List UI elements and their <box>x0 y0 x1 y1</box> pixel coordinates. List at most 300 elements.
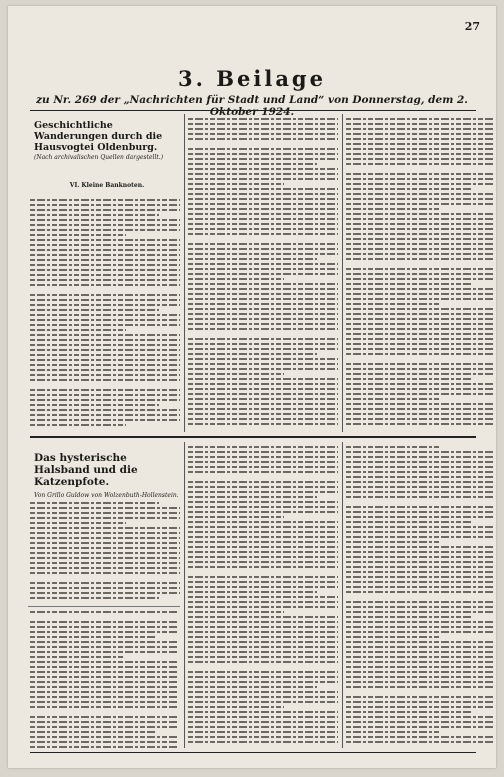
text-line <box>346 636 441 638</box>
text-line <box>30 414 180 416</box>
text-line <box>188 556 338 558</box>
text-line <box>30 636 157 638</box>
text-line <box>188 318 338 320</box>
text-line <box>30 354 180 356</box>
column-divider <box>184 114 185 432</box>
text-line <box>346 606 494 608</box>
text-line <box>30 264 180 266</box>
text-line <box>346 531 494 533</box>
text-line <box>346 516 494 518</box>
text-line <box>30 671 178 673</box>
text-line <box>188 203 338 205</box>
text-line <box>346 343 494 345</box>
text-line <box>346 258 494 260</box>
text-line <box>30 696 178 698</box>
text-line <box>188 158 338 160</box>
text-line <box>346 506 494 508</box>
text-line <box>346 741 494 743</box>
text-line <box>188 178 338 180</box>
text-line <box>30 344 180 346</box>
text-line <box>30 204 180 206</box>
text-line <box>188 461 338 463</box>
text-line <box>346 118 494 120</box>
text-line <box>346 581 494 583</box>
text-line <box>346 511 494 513</box>
text-line <box>30 209 180 211</box>
text-line <box>346 566 494 568</box>
text-line <box>30 721 178 723</box>
text-line <box>188 223 338 225</box>
text-line <box>188 398 338 400</box>
text-line <box>30 731 157 733</box>
text-line <box>30 309 159 311</box>
text-line <box>188 521 338 523</box>
text-line <box>188 691 338 693</box>
text-line <box>30 611 178 613</box>
text-line <box>188 118 338 120</box>
supplement-title: 3. Beilage <box>178 66 326 91</box>
text-line <box>346 348 494 350</box>
text-line <box>346 671 494 673</box>
text-line <box>188 278 284 280</box>
text-line <box>346 481 494 483</box>
text-line <box>30 542 180 544</box>
text-line <box>346 496 494 498</box>
text-line <box>346 526 494 528</box>
text-line <box>30 537 180 539</box>
text-line <box>346 731 441 733</box>
text-line <box>30 294 180 296</box>
article-section-heading: VI. Kleine Banknoten. <box>69 182 145 189</box>
text-line <box>188 716 338 718</box>
text-line <box>188 676 338 678</box>
text-line <box>346 193 494 195</box>
text-line <box>30 686 178 688</box>
text-line <box>346 418 494 420</box>
text-line <box>346 611 494 613</box>
sidebar-box <box>28 606 180 753</box>
text-line <box>188 258 317 260</box>
text-line <box>188 656 338 658</box>
text-line <box>30 319 180 321</box>
text-line <box>188 198 338 200</box>
text-line <box>188 576 338 578</box>
text-line <box>188 561 338 563</box>
text-line <box>346 721 494 723</box>
text-line <box>188 368 338 370</box>
text-line <box>346 268 494 270</box>
text-line <box>346 218 494 220</box>
text-line <box>188 168 338 170</box>
text-line <box>188 208 338 210</box>
text-line <box>346 556 494 558</box>
text-line <box>346 158 494 160</box>
text-line <box>346 198 494 200</box>
text-line <box>188 501 338 503</box>
text-line <box>30 741 178 743</box>
text-line <box>188 731 338 733</box>
text-line <box>346 398 441 400</box>
text-line <box>346 298 494 300</box>
text-line <box>346 456 494 458</box>
text-line <box>188 526 338 528</box>
text-line <box>188 383 338 385</box>
text-line <box>30 279 180 281</box>
text-line <box>188 298 338 300</box>
text-line <box>188 228 338 230</box>
text-line <box>30 666 178 668</box>
text-line <box>30 259 180 261</box>
text-line <box>346 393 494 395</box>
text-line <box>188 328 338 330</box>
text-line <box>188 313 338 315</box>
text-line <box>30 552 180 554</box>
text-line <box>346 208 441 210</box>
text-line <box>346 233 494 235</box>
text-line <box>30 746 178 748</box>
column-divider <box>342 442 343 748</box>
text-line <box>30 661 178 663</box>
text-line <box>188 621 338 623</box>
text-line <box>188 506 338 508</box>
text-line <box>30 269 180 271</box>
text-line <box>346 323 494 325</box>
text-line <box>188 726 338 728</box>
text-line <box>188 531 338 533</box>
text-line <box>346 353 494 355</box>
text-line <box>188 481 338 483</box>
text-line <box>346 133 494 135</box>
text-line <box>30 369 180 371</box>
text-line <box>346 123 494 125</box>
text-line <box>346 203 494 205</box>
text-line <box>30 359 180 361</box>
text-line <box>30 224 180 226</box>
text-line <box>188 123 338 125</box>
text-line <box>346 378 473 380</box>
text-line <box>346 676 494 678</box>
text-line <box>346 546 494 548</box>
text-line <box>188 606 338 608</box>
text-line <box>346 476 494 478</box>
text-line <box>346 143 494 145</box>
text-line <box>188 471 338 473</box>
text-line <box>30 329 126 331</box>
text-line <box>346 228 494 230</box>
text-line <box>30 229 180 231</box>
text-line <box>346 333 494 335</box>
text-line <box>188 263 338 265</box>
text-line <box>346 413 494 415</box>
text-column <box>30 194 180 432</box>
text-line <box>346 706 494 708</box>
text-column <box>30 502 180 602</box>
text-line <box>30 726 178 728</box>
article-byline: (Nach archivalischen Quellen dargestellt.) <box>34 154 164 161</box>
text-line <box>188 686 317 688</box>
text-line <box>346 626 494 628</box>
text-line <box>188 128 338 130</box>
text-line <box>188 148 338 150</box>
text-line <box>30 507 180 509</box>
text-column <box>346 446 494 748</box>
text-line <box>346 328 494 330</box>
text-line <box>346 651 494 653</box>
text-line <box>346 471 494 473</box>
text-line <box>188 388 338 390</box>
text-line <box>30 562 180 564</box>
text-line <box>188 496 317 498</box>
text-line <box>188 283 338 285</box>
text-line <box>30 389 180 391</box>
text-line <box>188 636 338 638</box>
text-line <box>188 451 338 453</box>
text-line <box>30 706 178 708</box>
text-line <box>188 353 317 355</box>
text-line <box>346 283 473 285</box>
text-line <box>188 363 338 365</box>
text-line <box>188 288 338 290</box>
text-line <box>30 597 159 599</box>
text-line <box>346 243 494 245</box>
text-line <box>188 343 338 345</box>
text-line <box>188 403 338 405</box>
section-divider <box>30 436 476 438</box>
text-line <box>346 128 494 130</box>
text-line <box>30 557 180 559</box>
text-line <box>188 651 338 653</box>
text-line <box>188 586 338 588</box>
text-line <box>346 223 494 225</box>
text-line <box>188 153 338 155</box>
text-line <box>346 288 494 290</box>
page-number: 27 <box>464 20 480 33</box>
text-line <box>30 409 180 411</box>
text-line <box>188 358 338 360</box>
text-line <box>188 591 317 593</box>
text-line <box>30 572 180 574</box>
text-line <box>188 541 338 543</box>
text-line <box>346 656 494 658</box>
text-line <box>30 676 178 678</box>
text-line <box>188 393 338 395</box>
text-line <box>346 646 494 648</box>
text-line <box>30 274 180 276</box>
text-line <box>346 711 473 713</box>
text-line <box>346 188 473 190</box>
text-line <box>30 244 180 246</box>
text-line <box>30 379 180 381</box>
text-line <box>346 446 441 448</box>
text-line <box>188 408 338 410</box>
text-line <box>188 616 338 618</box>
text-line <box>346 363 494 365</box>
text-line <box>346 313 494 315</box>
column-divider <box>342 114 343 432</box>
text-line <box>346 551 494 553</box>
text-line <box>346 248 494 250</box>
text-line <box>30 547 180 549</box>
text-line <box>346 571 494 573</box>
text-line <box>30 339 180 341</box>
text-line <box>346 621 494 623</box>
text-line <box>346 616 473 618</box>
text-line <box>30 324 180 326</box>
text-line <box>188 741 338 743</box>
text-line <box>30 517 180 519</box>
text-column <box>188 118 338 432</box>
text-line <box>30 239 180 241</box>
text-line <box>346 701 494 703</box>
text-line <box>346 183 494 185</box>
text-line <box>188 646 338 648</box>
text-line <box>188 418 338 420</box>
text-line <box>346 486 494 488</box>
text-line <box>188 268 338 270</box>
text-line <box>188 711 338 713</box>
text-line <box>30 249 180 251</box>
text-column <box>30 611 178 751</box>
text-line <box>346 521 473 523</box>
newspaper-page <box>8 6 496 768</box>
text-line <box>346 726 494 728</box>
text-line <box>30 334 180 336</box>
text-line <box>188 596 338 598</box>
text-line <box>188 706 284 708</box>
text-line <box>188 641 338 643</box>
text-line <box>346 273 494 275</box>
text-line <box>188 536 338 538</box>
article-title: Geschichtliche Wanderungen durch die Hausvogtei Oldenburg. <box>34 120 163 153</box>
text-line <box>188 308 338 310</box>
text-line <box>346 403 494 405</box>
text-line <box>346 591 494 593</box>
text-line <box>30 681 178 683</box>
text-line <box>188 188 338 190</box>
text-line <box>188 661 338 663</box>
text-column <box>346 118 494 432</box>
text-line <box>188 446 338 448</box>
text-line <box>346 373 494 375</box>
text-line <box>188 736 338 738</box>
text-line <box>346 318 494 320</box>
text-line <box>188 631 338 633</box>
text-line <box>188 486 338 488</box>
text-line <box>30 214 159 216</box>
text-line <box>346 303 441 305</box>
text-line <box>346 178 494 180</box>
text-line <box>30 219 180 221</box>
text-line <box>188 133 338 135</box>
text-line <box>30 656 125 658</box>
text-line <box>30 234 126 236</box>
text-line <box>346 368 494 370</box>
text-line <box>346 666 494 668</box>
text-line <box>188 696 338 698</box>
text-line <box>346 561 494 563</box>
text-line <box>188 373 284 375</box>
text-line <box>30 626 178 628</box>
text-line <box>188 413 338 415</box>
text-line <box>346 138 494 140</box>
text-line <box>188 701 338 703</box>
article-title: Das hysterische Halsband und die Katzenpfote. <box>34 452 138 488</box>
text-line <box>346 541 441 543</box>
text-line <box>346 383 494 385</box>
text-line <box>188 611 284 613</box>
text-line <box>346 696 494 698</box>
text-line <box>188 138 338 140</box>
text-line <box>346 586 494 588</box>
text-line <box>188 293 338 295</box>
text-line <box>30 587 180 589</box>
text-column <box>188 446 338 748</box>
text-line <box>30 314 180 316</box>
text-line <box>30 364 180 366</box>
text-line <box>188 511 338 513</box>
text-line <box>188 248 338 250</box>
text-line <box>346 408 494 410</box>
text-line <box>188 338 338 340</box>
text-line <box>346 466 494 468</box>
text-line <box>346 681 494 683</box>
text-line <box>346 736 494 738</box>
text-line <box>346 631 494 633</box>
text-line <box>346 641 494 643</box>
text-line <box>30 284 180 286</box>
text-line <box>346 388 494 390</box>
text-line <box>188 466 338 468</box>
text-line <box>30 502 159 504</box>
text-line <box>188 423 338 425</box>
text-line <box>188 213 338 215</box>
text-line <box>346 238 494 240</box>
text-line <box>30 646 178 648</box>
text-line <box>188 348 338 350</box>
text-line <box>346 661 494 663</box>
text-line <box>188 626 338 628</box>
text-line <box>346 423 494 425</box>
header-rule <box>30 110 476 111</box>
text-line <box>188 681 338 683</box>
text-line <box>346 153 494 155</box>
text-line <box>30 567 180 569</box>
text-line <box>346 491 494 493</box>
text-line <box>188 163 317 165</box>
text-line <box>30 651 178 653</box>
text-line <box>30 641 178 643</box>
text-line <box>30 424 126 426</box>
issue-subtitle: zu Nr. 269 der „Nachrichten für Stadt und Land“ von Donnerstag, dem 2. Oktober 1924. <box>36 94 468 118</box>
text-line <box>346 686 494 688</box>
text-line <box>188 303 338 305</box>
text-line <box>30 349 180 351</box>
text-line <box>30 299 180 301</box>
text-line <box>188 671 338 673</box>
text-line <box>188 193 338 195</box>
text-line <box>188 173 338 175</box>
text-line <box>346 716 494 718</box>
text-line <box>30 631 178 633</box>
text-line <box>346 601 494 603</box>
text-line <box>188 243 338 245</box>
text-line <box>30 716 178 718</box>
text-line <box>188 456 338 458</box>
text-line <box>188 323 338 325</box>
text-line <box>30 199 180 201</box>
text-line <box>188 218 338 220</box>
text-line <box>30 532 180 534</box>
